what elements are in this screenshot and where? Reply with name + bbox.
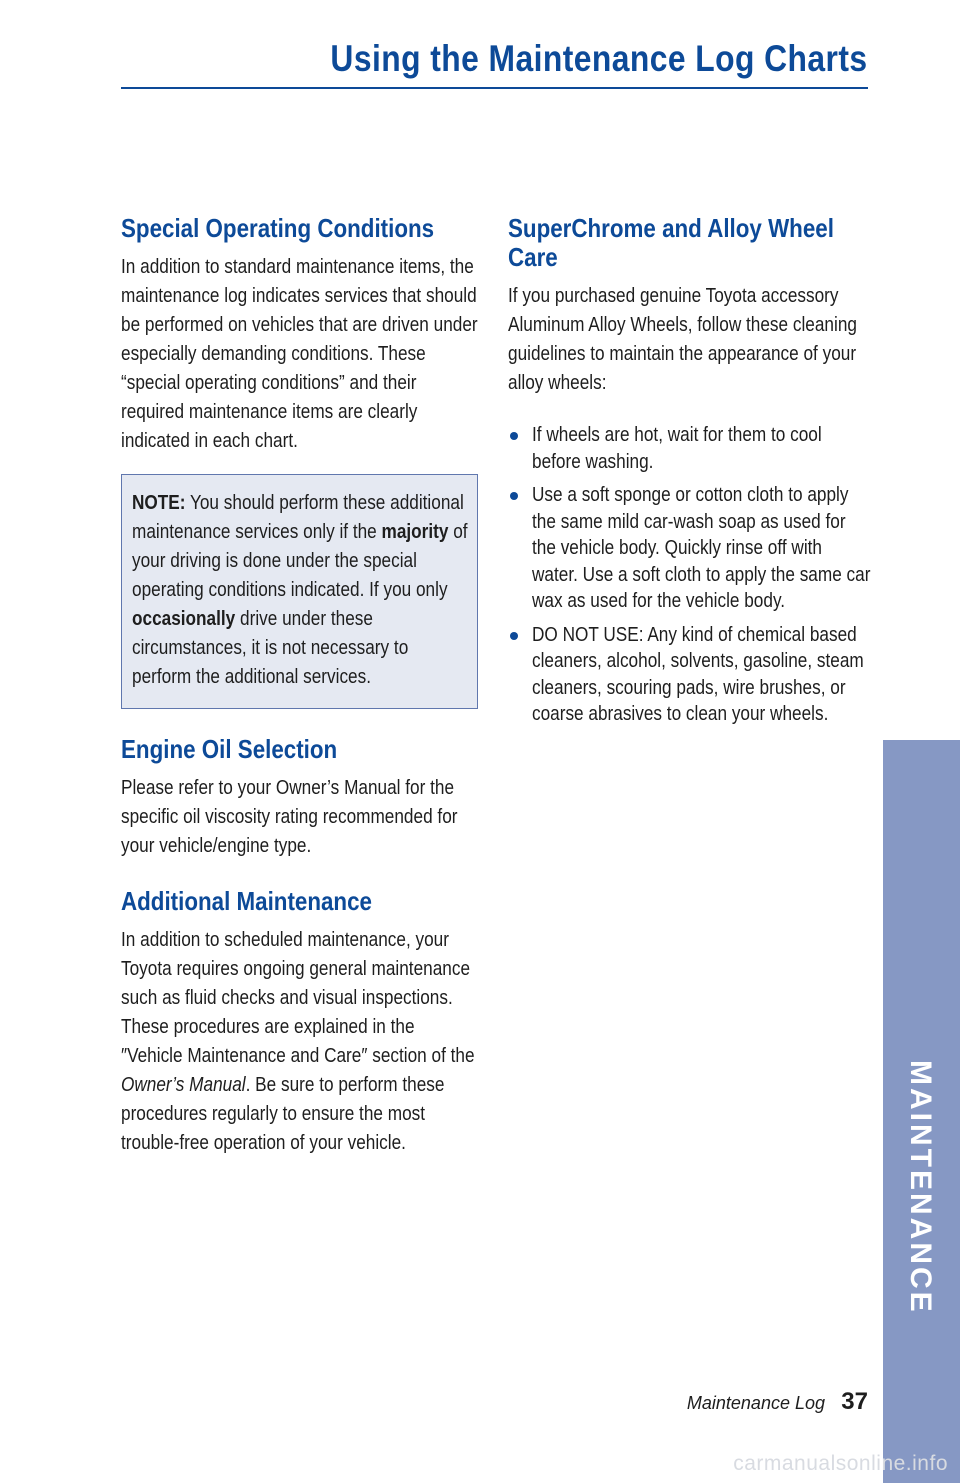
list-item xyxy=(508,482,870,615)
additional-body-2: . Be sure to perform these procedures regularly to ensure the most trouble-free operation of your vehicle. xyxy=(121,1074,445,1154)
list-item-text: Use a soft sponge or cotton cloth to apply the same mild car-wash soap as used for the vehicle body. Quickly rinse off with water. Use a soft cloth to apply the same car wax as used for the vehicle body. xyxy=(532,484,871,612)
wheel-care-heading: SuperChrome and Alloy Wheel Care xyxy=(508,213,834,272)
note-text-3: drive under these circumstances, it is not necessary to perform the additional services. xyxy=(132,608,409,688)
right-column xyxy=(508,214,870,735)
note-emph-occasionally: occasionally xyxy=(132,608,236,630)
bullet-icon xyxy=(510,432,518,440)
wheel-care-intro: If you purchased genuine Toyota accessory Aluminum Alloy Wheels, follow these cleaning guidelines to maintain the appearance of your alloy wheels: xyxy=(508,285,857,394)
list-item-text: If wheels are hot, wait for them to cool before washing. xyxy=(532,424,822,473)
bullet-icon xyxy=(510,632,518,640)
additional-maintenance-body xyxy=(121,926,480,1158)
special-conditions-heading: Special Operating Conditions xyxy=(121,213,435,243)
additional-body-1: In addition to scheduled maintenance, your Toyota requires ongoing general maintenance such as fluid checks and visual inspections. These procedures are explained in the ″Vehicle Maintenance and Care″ section of the xyxy=(121,929,475,1067)
special-conditions-section xyxy=(121,214,483,456)
note-emph-majority: majority xyxy=(381,521,449,543)
note-text xyxy=(132,489,469,692)
engine-oil-body: Please refer to your Owner’s Manual for the specific oil viscosity rating recommended for your vehicle/engine type. xyxy=(121,777,458,857)
wheel-care-section xyxy=(508,214,870,728)
title-rule xyxy=(121,87,868,89)
list-item xyxy=(508,622,870,728)
note-label: NOTE: xyxy=(132,492,186,514)
footer-label: Maintenance Log xyxy=(686,1393,825,1413)
wheel-care-list xyxy=(508,422,870,728)
additional-maintenance-heading: Additional Maintenance xyxy=(121,886,372,916)
note-box xyxy=(121,474,478,709)
watermark: carmanualsonline.info xyxy=(733,1452,948,1475)
engine-oil-heading: Engine Oil Selection xyxy=(121,734,338,764)
additional-maintenance-section xyxy=(121,887,483,1158)
page-title: Using the Maintenance Log Charts xyxy=(330,38,868,79)
special-conditions-body: In addition to standard maintenance items, the maintenance log indicates services that should be performed on vehicles that are driven under especially demanding conditions. These “special operating conditions” and their required maintenance items are clearly indicated in each chart. xyxy=(121,256,478,452)
list-item-text: DO NOT USE: Any kind of chemical based cleaners, alcohol, solvents, gasoline, steam cleaners, scouring pads, wire brushes, or coarse abrasives to clean your wheels. xyxy=(532,623,864,725)
engine-oil-section xyxy=(121,735,483,861)
page-number: 37 xyxy=(841,1388,868,1415)
list-item xyxy=(508,422,870,475)
bullet-icon xyxy=(510,492,518,500)
owners-manual-ref: Owner’s Manual xyxy=(121,1074,246,1096)
left-column xyxy=(121,214,483,1158)
note-text-2: of your driving is done under the special operating conditions indicated. If you only xyxy=(132,521,468,601)
side-tab-label xyxy=(903,1060,937,1140)
note-text-1: You should perform these additional maintenance services only if the xyxy=(132,492,464,543)
